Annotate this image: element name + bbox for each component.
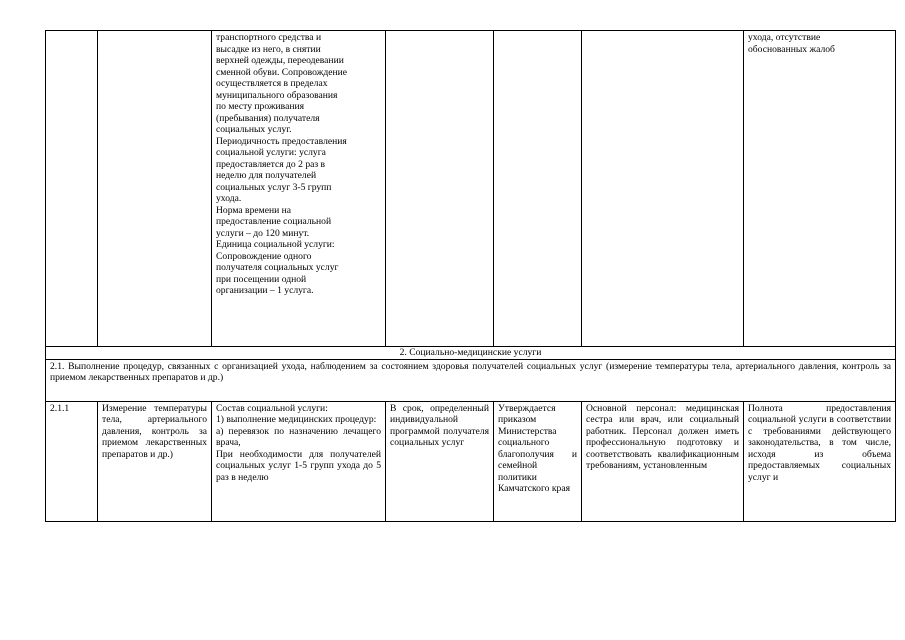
text-line: высадке из него, в снятии <box>216 43 321 55</box>
text-line: Состав социальной услуги: <box>216 402 328 414</box>
text-line: осуществляется в пределах <box>216 78 328 89</box>
cell-quality: Полнота предоставления социальной услуги в соответствии с требованиями действующего законодательства, в том числе, исходя из объема предоставляемых социальных услуг и <box>744 401 896 521</box>
cell-name: Измерение температуры тела, артериального давления, контроль за приемом лекарственных препаратов и др.) <box>98 401 212 521</box>
cell-composition <box>212 31 386 347</box>
text-line: муниципального образования <box>216 89 338 101</box>
text-line: Единица социальной услуги: <box>216 239 335 250</box>
table-row-continuation <box>46 31 896 347</box>
text-line: транспортного средства и <box>216 32 322 43</box>
text-line: (пребывания) получателя <box>216 112 320 124</box>
subsection-title <box>46 359 896 401</box>
text-line: при посещении одной <box>216 273 307 285</box>
subsection-text: 2.1. Выполнение процедур, связанных с организацией ухода, наблюдением за состоянием здоровья получателей социальных услуг (измерение температуры тела, артериального давления, контроль за приемом лекарственных препаратов и др.) <box>50 360 891 383</box>
cell-tariff: Утверждается приказом Министерства социального благополучия и семейной политики Камчатского края <box>494 401 582 521</box>
cell-name <box>98 31 212 347</box>
text-line: Периодичность предоставления <box>216 135 347 147</box>
cell-tariff <box>494 31 582 347</box>
cell-term <box>386 31 494 347</box>
text-line: а) перевязок по назначению лечащего врача, <box>216 425 381 448</box>
text-line: социальной услуги: услуга <box>216 147 326 158</box>
text-line: предоставление социальной <box>216 216 332 227</box>
cell-number <box>46 31 98 347</box>
text-line: ухода. <box>216 193 242 204</box>
text-line: услуги – до 120 минут. <box>216 227 310 239</box>
section-header: 2. Социально-медицинские услуги <box>46 347 896 360</box>
text-line: 1) выполнение медицинских процедур: <box>216 414 377 425</box>
cell-number: 2.1.1 <box>46 401 98 521</box>
cell-composition <box>212 401 386 521</box>
text-line: по месту проживания <box>216 101 305 112</box>
text-line: социальных услуг 3-5 групп <box>216 181 332 193</box>
cell-conditions <box>582 31 744 347</box>
text-line: Норма времени на <box>216 204 292 216</box>
text-line: организации – 1 услуга. <box>216 285 314 296</box>
text-line: ухода, отсутствие <box>748 32 821 43</box>
table-row-2-1-1 <box>46 401 896 521</box>
text-line: получателя социальных услуг <box>216 262 339 273</box>
text-line: предоставляется до 2 раз в <box>216 158 326 170</box>
text-line: Сопровождение одного <box>216 250 312 262</box>
table-row-section-header <box>46 347 896 360</box>
cell-term: В срок, определенный индивидуальной программой получателя социальных услуг <box>386 401 494 521</box>
services-table <box>45 30 896 522</box>
text-line: обоснованных жалоб <box>748 43 835 55</box>
text-line: неделю для получателей <box>216 170 317 181</box>
text-line: При необходимости для получателей социальных услуг 1-5 групп ухода до 5 раз в неделю <box>216 448 381 483</box>
text-line: сменной обуви. Сопровождение <box>216 66 347 78</box>
cell-quality <box>744 31 896 347</box>
text-line: социальных услуг. <box>216 124 292 135</box>
text-line: верхней одежды, переодевании <box>216 55 344 66</box>
cell-conditions: Основной персонал: медицинская сестра или врач, или социальный работник. Персонал должен иметь профессиональную подготовку и соответствовать квалификационным требованиям, установленным <box>582 401 744 521</box>
table-row-subsection <box>46 359 896 401</box>
